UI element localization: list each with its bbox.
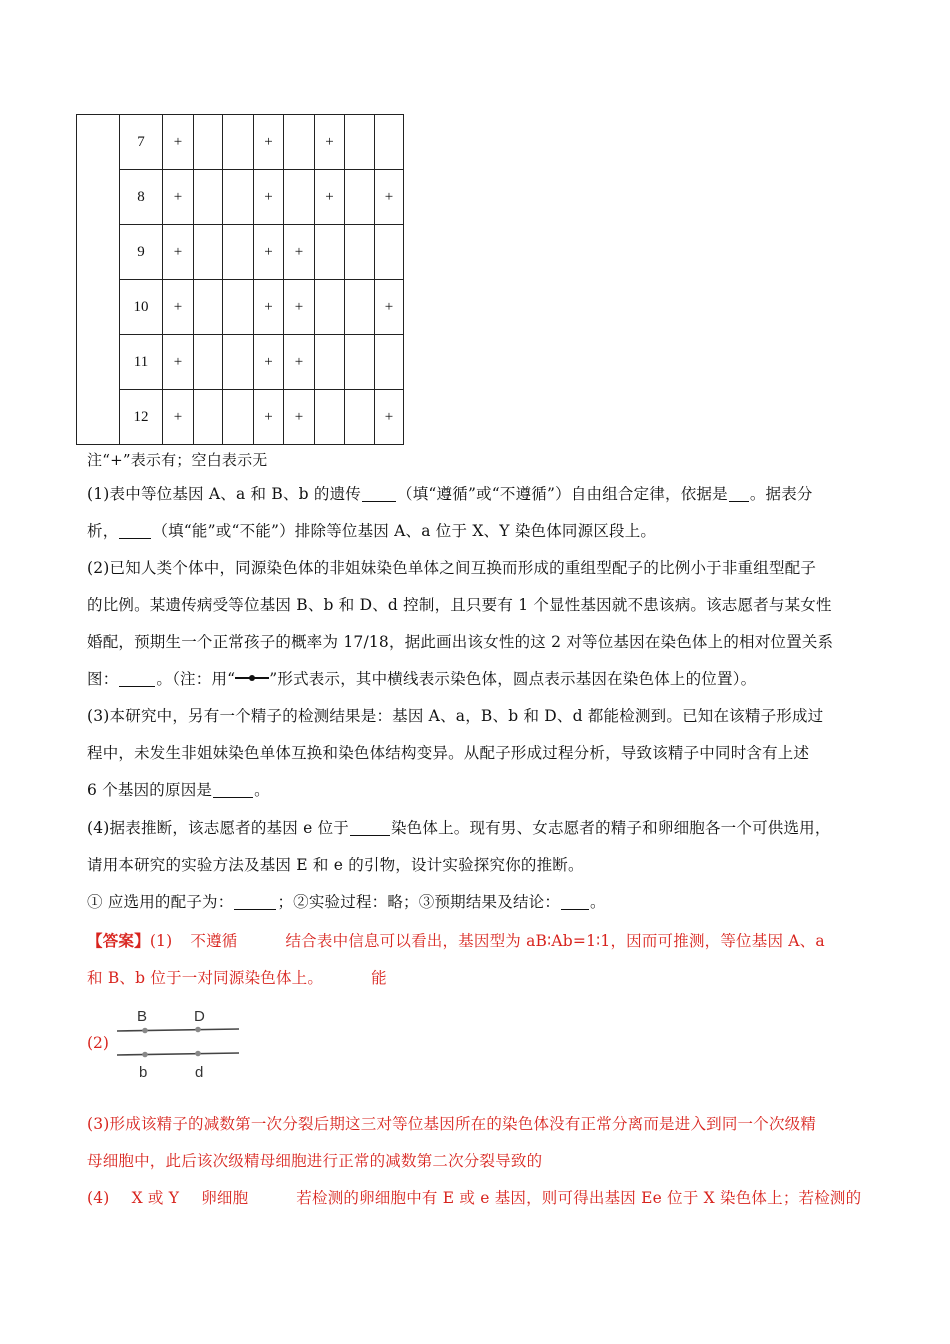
q3-line2: 程中，未发生非姐妹染色单体互换和染色体结构变异。从配子形成过程分析，导致该精子中同时含有上述 <box>87 744 810 762</box>
gene-cell <box>194 335 223 390</box>
gene-cell <box>345 225 375 280</box>
gene-cell: + <box>284 390 315 445</box>
sample-id-cell: 7 <box>120 115 163 170</box>
answer-4 <box>87 1180 863 1217</box>
q3-line3: 6 个基因的原因是 。 <box>87 781 270 799</box>
q2-line4: 图： 。（注：用“ ”形式表示，其中横线表示染色体，圆点表示基因在染色体上的位置）。 <box>87 670 757 688</box>
sample-id-cell: 12 <box>120 390 163 445</box>
gene-cell <box>315 280 345 335</box>
gene-cell <box>223 280 254 335</box>
gene-cell <box>284 170 315 225</box>
sample-id-cell: 10 <box>120 280 163 335</box>
blank-1a[interactable] <box>362 483 396 502</box>
gene-cell: + <box>163 280 194 335</box>
gene-cell: + <box>254 225 284 280</box>
answer-4-line1: (4) X 或 Y 卵细胞 若检测的卵细胞中有 E 或 e 基因，则可得出基因 Ee 位于 X 染色体上；若检测的 <box>87 1189 862 1207</box>
gene-cell <box>345 335 375 390</box>
q4-line3: ① 应选用的配子为： ；②实验过程：略；③预期结果及结论： 。 <box>87 893 606 911</box>
table-row <box>77 225 404 280</box>
q2-line2: 的比例。某遗传病受等位基因 B、b 和 D、d 控制，且只要有 1 个显性基因就不患该病。该志愿者与某女性 <box>87 596 832 614</box>
q1-line2: 析， （填“能”或“不能”）排除等位基因 A、a 位于 X、Y 染色体同源区段上。 <box>87 522 657 540</box>
gene-cell <box>223 225 254 280</box>
table-row <box>77 335 404 390</box>
chromosome-dot-icon <box>235 673 269 683</box>
q4-line2: 请用本研究的实验方法及基因 E 和 e 的引物，设计实验探究你的推断。 <box>87 856 584 874</box>
gene-cell <box>194 115 223 170</box>
answer-2-diagram <box>87 1004 257 1084</box>
sample-id-cell: 8 <box>120 170 163 225</box>
blank-1b[interactable] <box>729 483 749 502</box>
answer-heading: 【答案】 <box>87 931 150 950</box>
gene-cell: + <box>163 115 194 170</box>
gene-label-b: b <box>139 1064 148 1081</box>
gene-label-d: d <box>195 1064 204 1081</box>
table-note: 注“+”表示有；空白表示无 <box>87 451 268 469</box>
chromosome-diagram <box>115 1004 243 1084</box>
blank-4b[interactable] <box>234 891 276 910</box>
answer-3 <box>87 1106 863 1180</box>
gene-cell <box>223 335 254 390</box>
table-group-cell <box>77 115 120 445</box>
gene-cell <box>284 115 315 170</box>
gene-cell <box>194 280 223 335</box>
gene-cell: + <box>375 390 404 445</box>
blank-4c[interactable] <box>561 891 589 910</box>
blank-3[interactable] <box>213 779 253 798</box>
sample-id-cell: 9 <box>120 225 163 280</box>
question-4 <box>87 810 863 921</box>
table-row <box>77 280 404 335</box>
q2-line1: (2)已知人类个体中，同源染色体的非姐妹染色单体之间互换而形成的重组型配子的比例小于非重组型配子 <box>87 559 817 577</box>
gene-cell: + <box>284 225 315 280</box>
q3-line1: (3)本研究中，另有一个精子的检测结果是：基因 A、a，B、b 和 D、d 都能检测到。已知在该精子形成过 <box>87 707 824 725</box>
gene-cell: + <box>375 280 404 335</box>
gene-cell: + <box>315 170 345 225</box>
answer-line1: 【答案】(1) 不遵循 结合表中信息可以看出，基因型为 aB∶Ab=1∶1，因而可推测，等位基因 A、a <box>87 931 825 950</box>
gene-cell <box>315 335 345 390</box>
gene-cell <box>194 390 223 445</box>
gene-cell: + <box>163 390 194 445</box>
gene-cell <box>223 390 254 445</box>
gene-cell: + <box>163 170 194 225</box>
table-row <box>77 115 404 170</box>
gene-cell <box>194 170 223 225</box>
gene-cell <box>345 115 375 170</box>
q2-line3: 婚配，预期生一个正常孩子的概率为 17/18，据此画出该女性的这 2 对等位基因在染色体上的相对位置关系 <box>87 633 834 651</box>
gene-cell <box>194 225 223 280</box>
gene-cell: + <box>254 390 284 445</box>
gene-cell: + <box>284 335 315 390</box>
gene-cell <box>375 335 404 390</box>
question-1 <box>87 476 863 550</box>
gene-cell <box>223 170 254 225</box>
gene-label-B: B <box>137 1008 148 1025</box>
question-2 <box>87 550 863 698</box>
gene-cell <box>345 390 375 445</box>
answer-3-line2: 母细胞中，此后该次级精母细胞进行正常的减数第二次分裂导致的 <box>87 1152 543 1170</box>
gene-cell: + <box>284 280 315 335</box>
q4-line1: (4)据表推断，该志愿者的基因 e 位于 染色体上。现有男、女志愿者的精子和卵细胞各一个可供选用， <box>87 819 831 837</box>
gene-cell <box>375 225 404 280</box>
blank-1c[interactable] <box>119 520 151 539</box>
gene-cell <box>315 390 345 445</box>
gene-cell: + <box>315 115 345 170</box>
gene-cell <box>223 115 254 170</box>
gene-cell: + <box>254 115 284 170</box>
answer-3-line1: (3)形成该精子的减数第一次分裂后期这三对等位基因所在的染色体没有正常分离而是进入到同一个次级精 <box>87 1115 817 1133</box>
table-row <box>77 390 404 445</box>
gene-cell: + <box>163 335 194 390</box>
gene-cell <box>315 225 345 280</box>
q1-line1: (1)表中等位基因 A、a 和 B、b 的遗传 （填“遵循”或“不遵循”）自由组合定律，依据是 。据表分 <box>87 485 813 503</box>
gene-cell: + <box>375 170 404 225</box>
gene-label-D: D <box>194 1008 205 1025</box>
gene-cell: + <box>254 170 284 225</box>
blank-2[interactable] <box>119 668 155 687</box>
gene-cell: + <box>254 335 284 390</box>
detection-table <box>76 114 404 445</box>
question-3 <box>87 698 863 809</box>
gene-cell: + <box>163 225 194 280</box>
gene-cell <box>375 115 404 170</box>
sample-id-cell: 11 <box>120 335 163 390</box>
blank-4a[interactable] <box>350 817 390 836</box>
answer-2-label: (2) <box>87 1034 109 1052</box>
gene-cell <box>345 170 375 225</box>
gene-cell <box>345 280 375 335</box>
table-row <box>77 170 404 225</box>
answer-line2: 和 B、b 位于一对同源染色体上。 能 <box>87 969 387 987</box>
gene-cell: + <box>254 280 284 335</box>
answer-section <box>87 922 863 997</box>
